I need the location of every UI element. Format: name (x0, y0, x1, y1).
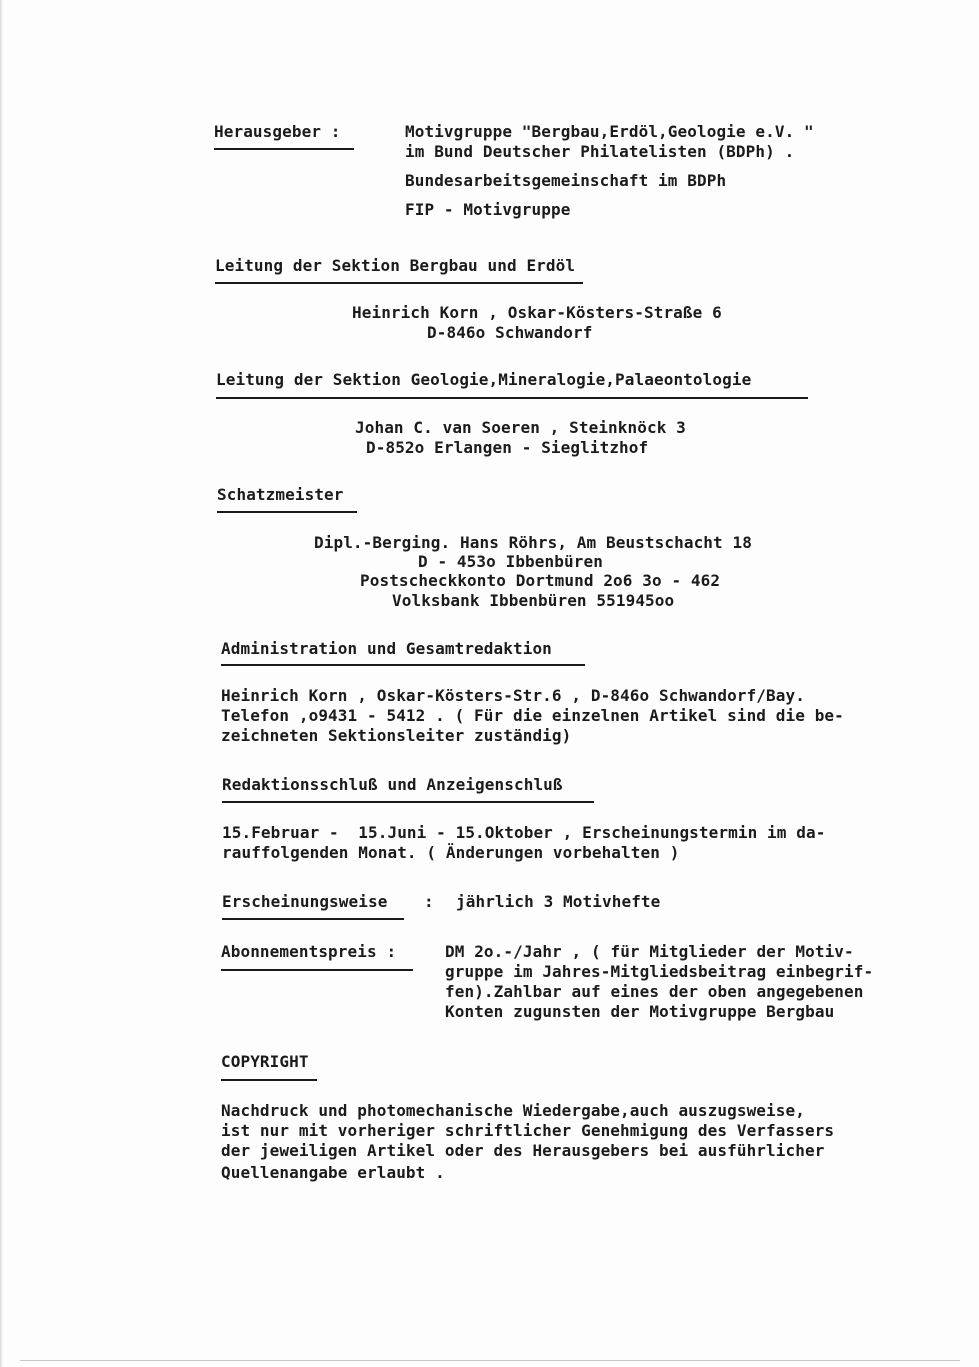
treasurer-heading-underline (217, 511, 357, 513)
mining-section-heading-underline (215, 282, 583, 284)
administration-line-2: Telefon ,o9431 - 5412 . ( Für die einzelnen Artikel sind die be- (221, 706, 844, 725)
publisher-label: Herausgeber : (214, 122, 341, 141)
treasurer-heading: Schatzmeister (217, 485, 344, 504)
copyright-line-4: Quellenangabe erlaubt . (221, 1163, 445, 1182)
publisher-line-3: Bundesarbeitsgemeinschaft im BDPh (405, 171, 727, 190)
frequency-value: jährlich 3 Motivhefte (456, 892, 661, 911)
mining-section-line-1: Heinrich Korn , Oskar-Kösters-Straße 6 (352, 303, 722, 322)
subscription-line-4: Konten zugunsten der Motivgruppe Bergbau (445, 1002, 835, 1021)
copyright-line-2: ist nur mit vorheriger schriftlicher Genehmigung des Verfassers (221, 1121, 835, 1140)
subscription-label: Abonnementspreis : (221, 942, 397, 961)
publisher-line-1: Motivgruppe "Bergbau,Erdöl,Geologie e.V. " (405, 122, 814, 141)
treasurer-line-3: Postscheckkonto Dortmund 2o6 3o - 462 (360, 571, 721, 590)
deadline-line-1: 15.Februar - 15.Juni - 15.Oktober , Erscheinungstermin im da- (222, 823, 826, 842)
geology-section-heading: Leitung der Sektion Geologie,Mineralogie,Palaeontologie (216, 370, 752, 389)
frequency-label-underline (222, 918, 404, 920)
copyright-heading-underline (221, 1079, 317, 1081)
subscription-line-1: DM 2o.-/Jahr , ( für Mitglieder der Motiv- (445, 942, 854, 961)
deadline-heading: Redaktionsschluß und Anzeigenschluß (222, 775, 563, 794)
copyright-line-1: Nachdruck und photomechanische Wiedergabe,auch auszugsweise, (221, 1101, 805, 1120)
administration-line-1: Heinrich Korn , Oskar-Kösters-Str.6 , D-846o Schwandorf/Bay. (221, 686, 805, 705)
geology-section-line-2: D-852o Erlangen - Sieglitzhof (366, 438, 649, 457)
publisher-label-underline (214, 148, 354, 150)
geology-section-line-1: Johan C. van Soeren , Steinknöck 3 (355, 418, 686, 437)
mining-section-heading: Leitung der Sektion Bergbau und Erdöl (215, 256, 576, 275)
deadline-heading-underline (222, 801, 594, 803)
scan-edge-bottom (20, 1360, 960, 1361)
administration-line-3: zeichneten Sektionsleiter zuständig) (221, 726, 572, 745)
scan-edge-left (0, 0, 3, 1367)
subscription-line-2: gruppe im Jahres-Mitgliedsbeitrag einbegrif- (445, 962, 874, 981)
treasurer-line-2: D - 453o Ibbenbüren (418, 552, 603, 571)
administration-heading: Administration und Gesamtredaktion (221, 639, 552, 658)
treasurer-line-4: Volksbank Ibbenbüren 551945oo (392, 591, 675, 610)
subscription-line-3: fen).Zahlbar auf eines der oben angegebenen (445, 982, 864, 1001)
frequency-label: Erscheinungsweise (222, 892, 388, 911)
deadline-line-2: rauffolgenden Monat. ( Änderungen vorbehalten ) (222, 843, 680, 862)
administration-heading-underline (221, 664, 585, 666)
publisher-line-4: FIP - Motivgruppe (405, 200, 571, 219)
subscription-label-underline (221, 969, 413, 971)
copyright-line-3: der jeweiligen Artikel oder des Herausgebers bei ausführlicher (221, 1141, 825, 1160)
treasurer-line-1: Dipl.-Berging. Hans Röhrs, Am Beustschacht 18 (314, 533, 752, 552)
frequency-separator: : (424, 892, 434, 911)
copyright-heading: COPYRIGHT (221, 1052, 309, 1071)
geology-section-heading-underline (216, 397, 808, 399)
publisher-line-2: im Bund Deutscher Philatelisten (BDPh) . (405, 142, 795, 161)
mining-section-line-2: D-846o Schwandorf (427, 323, 593, 342)
